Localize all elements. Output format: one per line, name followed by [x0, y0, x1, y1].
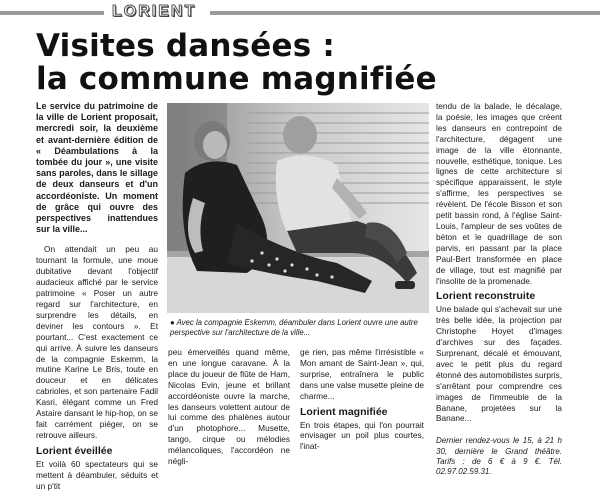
subhead-lorient-reconstruite: Lorient reconstruite	[436, 290, 536, 303]
event-info: Dernier rendez-vous le 15, à 21 h 30, dernière le Grand théâtre. Tarifs : de 6 € à 9 €. Tél. 02.97.02.59.31.	[436, 436, 562, 476]
section-rule-right	[210, 11, 600, 15]
caption-bullet-icon: ●	[170, 318, 177, 327]
photo-caption-text: Avec la compagnie Eskemm, déambuler dans Lorient ouvre une autre perspective sur l'architecture de la ville...	[170, 318, 418, 337]
body-paragraph-5: En trois étapes, qui l'on pourrait envisager un poil plus courtes, l'inat-	[300, 419, 424, 452]
subhead-lorient-magnifiee: Lorient magnifiée	[300, 405, 388, 418]
subhead-lorient-eveillee: Lorient éveillée	[36, 444, 113, 457]
body-paragraph-2: Et voilà 60 spectateurs qui se mettent à déambuler, séduits et un p'tit	[36, 458, 158, 491]
headline-line-1: Visites dansées :	[36, 28, 335, 64]
section-header	[0, 4, 600, 22]
column-2	[168, 347, 290, 467]
column-4	[436, 101, 562, 477]
dancers-photo	[167, 103, 429, 313]
section-label: LORIENT	[112, 3, 197, 20]
headline-line-2: la commune magnifiée	[36, 61, 437, 97]
article-photo	[167, 103, 429, 313]
body-paragraph-4: ge rien, pas même l'irrésistible « Mon amant de Saint-Jean », qui, surprise, entraînera le public dans une valse musette pleine de charme...	[300, 347, 424, 401]
column-3	[300, 347, 424, 452]
body-paragraph-7: Une balade qui s'achevait sur une très belle idée, la projection par Christophe Hoyet d'images d'archives sur des façades. Surprenant, décalé et émouvant, avec le petit plus du regard étonné des automobilistes surpris, s'arrêtant pour comprendre ces images de l'immeuble de la Banane, projetées sur la Banane...	[436, 304, 562, 424]
body-paragraph-6: tendu de la balade, le décalage, la poésie, les images que créent les danseurs en contrepoint de l'architecture, dégagent une image de la ville étonnante, nouvelle, esthétique, tonique. Les lignes de cette architecture si spécifique apparaissent, le style s'affirme, les perspectives se révèlent. De l'école Bisson et son petit bassin rond, à l'église Saint-Louis, l'ampleur de ses voûtes de béton et le quadrillage de son parvis, en passant par la place Paul-Bert transformée en place de village, tout est magnifié par l'insolite de la promenade.	[436, 101, 562, 286]
headline	[36, 30, 596, 96]
section-rule-left	[0, 11, 104, 15]
lead-paragraph: Le service du patrimoine de la ville de Lorient proposait, mercredi soir, la deuxième et avant-dernière édition de « Déambulations à la tombée du jour », une visite sans paroles, dans le sillage de deux danseurs et d'un accordéoniste. Un moment de grâce qui ouvre des perspectives inattendues sur la ville...	[36, 101, 158, 235]
photo-caption	[170, 318, 428, 338]
body-paragraph-1: On attendait un peu au tournant la formule, une moue dubitative devant l'objectif audacieux affiché par le service patrimoine « Poser un autre regard sur l'architecture, en surprendre les détails, en deviner les contours ». Et pourtant... C'est exactement ce qui arrive. À suivre les danseurs de la compagnie Eskemm, la mutine Karine Le Bris, toute en douceur et en délicates cabrioles, et son partenaire Fadil Kasri, élégant comme un Fred Astaire dansant le hip-hop, on se fait carrément piéger, on se retrouve ailleurs.	[36, 244, 158, 440]
body-paragraph-3: peu émerveillés quand même, en une longue caravane. À la place du joueur de flûte de Ham, Nicolas Evin, jeune et brillant accordéoniste ouvre la marche, les danseurs volettent autour de lui comme des phalènes autour d'un photophore... Musette, tango, cirque ou mélodies mélancoliques, l'accordéon ne négli-	[168, 347, 290, 467]
column-1	[36, 101, 158, 491]
